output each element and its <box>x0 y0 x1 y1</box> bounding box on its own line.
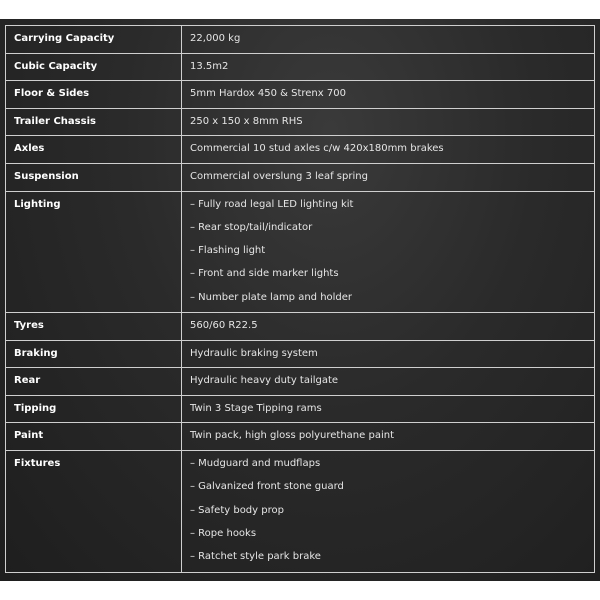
spec-table <box>5 25 595 573</box>
spec-value: 13.5m2 <box>182 53 595 81</box>
table-row <box>6 368 595 396</box>
table-row <box>6 163 595 191</box>
spec-label: Carrying Capacity <box>6 26 182 54</box>
table-row <box>6 136 595 164</box>
spec-panel <box>0 19 600 581</box>
spec-value: Twin 3 Stage Tipping rams <box>182 395 595 423</box>
table-row <box>6 340 595 368</box>
spec-value-list <box>182 451 595 572</box>
table-row <box>6 451 595 572</box>
spec-value: 560/60 R22.5 <box>182 313 595 341</box>
list-item: – Flashing light <box>190 245 266 257</box>
spec-label: Tipping <box>6 395 182 423</box>
table-row <box>6 81 595 109</box>
table-row <box>6 423 595 451</box>
spec-label: Lighting <box>6 191 182 312</box>
spec-label: Suspension <box>6 163 182 191</box>
spec-value: Twin pack, high gloss polyurethane paint <box>182 423 595 451</box>
spec-value: 250 x 150 x 8mm RHS <box>182 108 595 136</box>
table-row <box>6 191 595 312</box>
list-item: – Rope hooks <box>190 527 257 539</box>
table-row <box>6 108 595 136</box>
table-row <box>6 395 595 423</box>
spec-label: Axles <box>6 136 182 164</box>
spec-label: Paint <box>6 423 182 451</box>
list-item: – Number plate lamp and holder <box>190 291 353 303</box>
list-item: – Mudguard and mudflaps <box>190 458 321 470</box>
table-row <box>6 53 595 81</box>
spec-value: 5mm Hardox 450 & Strenx 700 <box>182 81 595 109</box>
list-item: – Ratchet style park brake <box>190 551 321 563</box>
spec-label: Cubic Capacity <box>6 53 182 81</box>
spec-label: Trailer Chassis <box>6 108 182 136</box>
spec-label: Fixtures <box>6 451 182 572</box>
spec-label: Braking <box>6 340 182 368</box>
spec-value: Commercial 10 stud axles c/w 420x180mm brakes <box>182 136 595 164</box>
list-item: – Fully road legal LED lighting kit <box>190 198 354 210</box>
list-item: – Safety body prop <box>190 504 284 516</box>
spec-label: Floor & Sides <box>6 81 182 109</box>
spec-value: 22,000 kg <box>182 26 595 54</box>
table-row <box>6 26 595 54</box>
list-item: – Galvanized front stone guard <box>190 481 344 493</box>
spec-label: Tyres <box>6 313 182 341</box>
spec-value-list <box>182 191 595 312</box>
spec-label: Rear <box>6 368 182 396</box>
list-item: – Front and side marker lights <box>190 268 339 280</box>
spec-value: Commercial overslung 3 leaf spring <box>182 163 595 191</box>
table-row <box>6 313 595 341</box>
spec-value: Hydraulic heavy duty tailgate <box>182 368 595 396</box>
spec-value: Hydraulic braking system <box>182 340 595 368</box>
list-item: – Rear stop/tail/indicator <box>190 221 313 233</box>
